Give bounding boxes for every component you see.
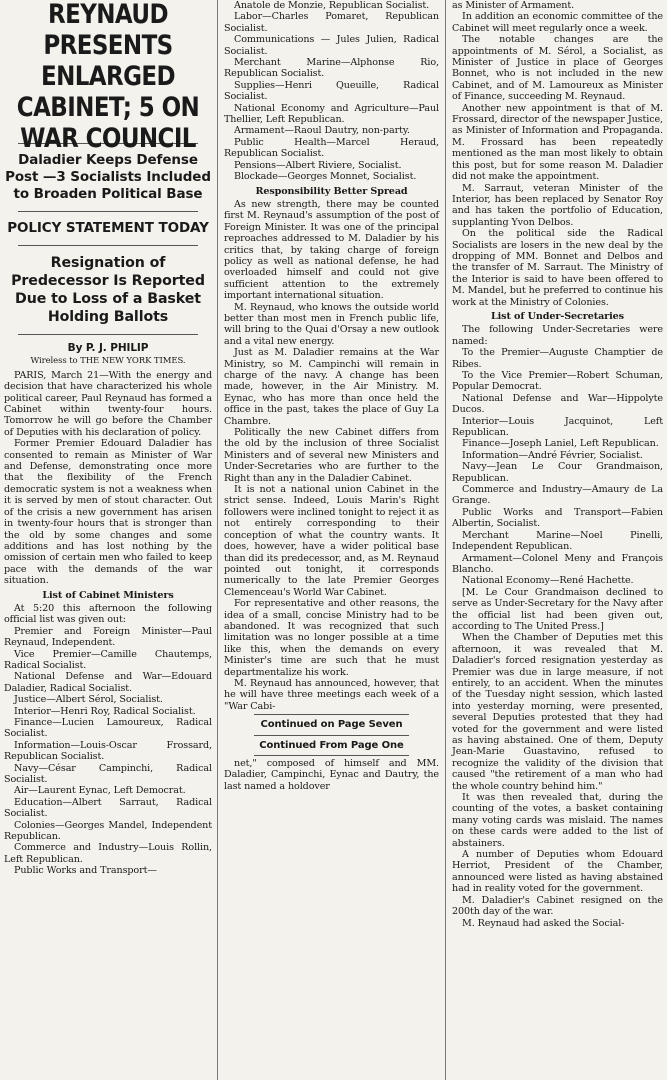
divider xyxy=(18,334,198,335)
deck-headline-3: Resignation of Predecessor Is Reported Due to Loss of a Basket Holding Ballots xyxy=(11,255,205,325)
paragraph: The notable changes are the appointments of M. Sérol, a Socialist, as Minister of Justice in place of Georges Bonnet, who is not included in the new Cabinet, and of M. Lamoureux as Minister of Finance, succeeding M. Reynaud. xyxy=(452,34,663,103)
paragraph: Just as M. Daladier remains at the War Ministry, so M. Campinchi will remain in charge of the navy. A change has been made, however, in the Air Ministry. M. Eynac, who has more than once held the office in the past, takes the place of Guy La Chambre. xyxy=(224,347,439,427)
list-item: Pensions—Albert Riviere, Socialist. xyxy=(234,159,402,171)
paragraph: For representative and other reasons, the idea of a small, concise Ministry had to be abandoned. It was recognized that such limitation was no longer possible at a time like this, when the demands on every Minister's time are such that he must departmentalize his work. xyxy=(224,598,439,678)
wireless-credit: Wireless to THE NEW YORK TIMES. xyxy=(30,356,186,367)
list-item: Labor—Charles Pomaret, Republican Socialist. xyxy=(224,11,439,34)
list-item: Commerce and Industry—Louis Rollin, Left Republican. xyxy=(4,842,212,865)
list-item: Merchant Marine—Alphonse Rio, Republican Socialist. xyxy=(224,57,439,80)
paragraph: The following Under-Secretaries were named: xyxy=(452,324,663,347)
paragraph: In addition an economic committee of the Cabinet will meet regularly once a week. xyxy=(452,11,663,34)
list-item: Finance—Lucien Lamoureux, Radical Socialist. xyxy=(4,717,212,740)
list-item: Merchant Marine—Noel Pinelli, Independent Republican. xyxy=(452,529,663,553)
byline: By P. J. PHILIP xyxy=(67,342,149,354)
list-item: Armament—Raoul Dautry, non-party. xyxy=(234,125,410,137)
list-item: Public Works and Transport— xyxy=(14,865,157,877)
paragraph: M. Reynaud, who knows the outside world better than most men in French public life, will bring to the Quai d'Orsay a new outlook and a vital new energy. xyxy=(224,301,439,347)
list-item: Finance—Joseph Laniel, Left Republican. xyxy=(462,438,659,450)
list-item: Navy—Jean Le Cour Grandmaison, Republican. xyxy=(452,461,663,484)
divider xyxy=(18,245,198,246)
list-item: Communications — Jules Julien, Radical Socialist. xyxy=(224,34,439,57)
list-item: Blockade—Georges Monnet, Socialist. xyxy=(234,171,417,183)
list-item: Supplies—Henri Queuille, Radical Socialist. xyxy=(224,79,439,103)
paragraph: As new strength, there may be counted first M. Reynaud's assumption of the post of Foreign Minister. It was one of the principal reproaches addressed to M. Daladier by his critics that, by taking charge of foreign policy as well as national defense, he had overloaded himself and could not give sufficient attention to the extremely important international situation. xyxy=(224,198,439,302)
paragraph: Politically the new Cabinet differs from the old by the inclusion of three Socialist Ministers and of several new Ministers and Under-Secretaries who are further to the Right than any in the Daladier Cabinet. xyxy=(224,427,439,484)
deck-headline-2: POLICY STATEMENT TODAY xyxy=(7,220,209,236)
list-item: National Defense and War—Hippolyte Ducos. xyxy=(452,392,663,416)
paragraph: It was then revealed that, during the counting of the votes, a basket containing many voting cards was mislaid. The names on these cards were added to the list of abstainers. xyxy=(452,792,663,849)
paragraph: net," composed of himself and MM. Daladier, Campinchi, Eynac and Dautry, the last named a holdover xyxy=(224,758,439,792)
list-item: Navy—César Campinchi, Radical Socialist. xyxy=(4,762,212,786)
list-item: Interior—Henri Roy, Radical Socialist. xyxy=(14,705,196,717)
continued-on-label: Continued on Page Seven xyxy=(260,719,403,731)
column-3 xyxy=(445,0,663,1080)
divider xyxy=(254,735,409,736)
paragraph: [M. Le Cour Grandmaison declined to serve as Under-Secretary for the Navy after the official list had been given out, according to The United Press.] xyxy=(452,586,663,632)
subhead: Responsibility Better Spread xyxy=(255,185,408,197)
paragraph: When the Chamber of Deputies met this afternoon, it was revealed that M. Daladier's forced resignation yesterday as Premier was due in large measure, if not entirely, to an accident. When the minutes of the Tuesday night session, which lasted into yesterday morning, were presented, several Deputies protested that they had voted for the government and were listed as having abstained. One of them, Deputy Jean-Marie Guastavino, refused to recognize the validity of the division that caused "the retirement of a man who had the whole country behind him." xyxy=(452,632,663,792)
paragraph: Former Premier Edouard Daladier has consented to remain as Minister of War and Defense, demonstrating once more that the flexibility of the French democratic system is not a weakness when it is served by men of stout character. Out of the crisis a new government has arisen in twenty-four hours that is stronger than the old by some changes and some additions and has lost nothing by the omission of certain men who failed to keep pace with the demands of the war situation. xyxy=(4,438,212,587)
divider xyxy=(254,755,409,756)
list-item: Colonies—Georges Mandel, Independent Republican. xyxy=(4,819,212,843)
paragraph: M. Sarraut, veteran Minister of the Interior, has been replaced by Senator Roy and has taken the portfolio of Education, supplanting Yvon Delbos. xyxy=(452,182,663,228)
divider xyxy=(254,714,409,715)
paragraph: as Minister of Armament. xyxy=(452,0,575,11)
list-item: Justice—Albert Sérol, Socialist. xyxy=(14,694,163,706)
list-item: To the Vice Premier—Robert Schuman, Popular Democrat. xyxy=(452,370,663,393)
list-item: Information—Louis-Oscar Frossard, Republican Socialist. xyxy=(4,739,212,763)
list-item: Commerce and Industry—Amaury de La Grange. xyxy=(452,484,663,507)
list-item: Vice Premier—Camille Chautemps, Radical Socialist. xyxy=(4,648,212,671)
list-item: National Economy and Agriculture—Paul Thellier, Left Republican. xyxy=(224,102,439,126)
paragraph: It is not a national union Cabinet in the strict sense. Indeed, Louis Marin's Right followers were inclined tonight to reject it as not entirely corresponding to their conception of what the country wants. It does, however, have a wider political base than did its predecessor, and, as M. Reynaud pointed out tonight, it corresponds numerically to the late Premier Georges Clemenceau's World War Cabinet. xyxy=(224,484,439,598)
list-item: Education—Albert Sarraut, Radical Socialist. xyxy=(4,796,212,820)
main-headline: REYNAUD PRESENTS ENLARGED CABINET; 5 ON WAR COUNCIL xyxy=(16,0,200,155)
continued-from-label: Continued From Page One xyxy=(259,739,404,751)
list-item: National Defense and War—Edouard Daladier, Radical Socialist. xyxy=(4,671,212,694)
deck-headline-1: Daladier Keeps Defense Post —3 Socialists Included to Broaden Political Base xyxy=(5,152,211,202)
list-item: Information—André Février, Socialist. xyxy=(462,449,643,461)
paragraph: On the political side the Radical Socialists are losers in the new deal by the dropping of MM. Bonnet and Delbos and the transfer of M. Sarraut. The Ministry of the Interior is said to have been offered to M. Mandel, but he preferred to continue his work at the Ministry of Colonies. xyxy=(452,228,663,308)
list-item: Public Works and Transport—Fabien Albertin, Socialist. xyxy=(452,506,663,530)
list-item: Public Health—Marcel Heraud, Republican Socialist. xyxy=(224,136,439,160)
paragraph: M. Reynaud had asked the Social- xyxy=(462,917,625,929)
list-item: Anatole de Monzie, Republican Socialist. xyxy=(234,0,430,11)
paragraph: M. Reynaud has announced, however, that he will have three meetings each week of a "War Cabi- xyxy=(224,677,439,712)
list-item: National Economy—René Hachette. xyxy=(462,575,634,587)
paragraph: M. Daladier's Cabinet resigned on the 200th day of the war. xyxy=(452,894,663,918)
paragraph: Another new appointment is that of M. Frossard, director of the newspaper Justice, as Minister of Information and Propaganda. M. Frossard has been repeatedly mentioned as the man most likely to obtain this post, but for some reason M. Daladier did not make the appointment. xyxy=(452,102,663,183)
list-item: Air—Laurent Eynac, Left Democrat. xyxy=(14,785,186,797)
column-2 xyxy=(217,0,445,1080)
list-item: Interior—Louis Jacquinot, Left Republican. xyxy=(452,415,663,439)
column-1 xyxy=(4,0,217,1080)
list-item: To the Premier—Auguste Champtier de Ribes. xyxy=(452,347,663,370)
paragraph: A number of Deputies whom Edouard Herriot, President of the Chamber, announced were listed as having abstained had in reality voted for the government. xyxy=(452,849,663,895)
list-item: Armament—Colonel Meny and François Blancho. xyxy=(452,552,663,575)
paragraph: At 5:20 this afternoon the following official list was given out: xyxy=(4,602,212,626)
subhead: List of Under-Secretaries xyxy=(490,310,624,322)
list-item: Premier and Foreign Minister—Paul Reynaud, Independent. xyxy=(4,625,212,649)
paragraph: PARIS, March 21—With the energy and decision that have characterized his whole political career, Paul Reynaud has formed a Cabinet within twenty-four hours. Tomorrow he will go before the Chamber of Deputies with his declaration of policy. xyxy=(4,369,212,438)
subhead: List of Cabinet Ministers xyxy=(42,589,174,601)
divider xyxy=(18,211,198,212)
